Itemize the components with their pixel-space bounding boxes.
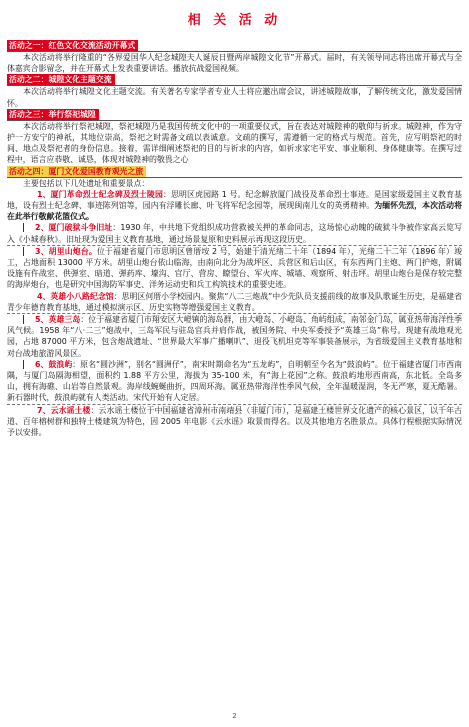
site-1-text: ：思明区虎园路 1 号。纪念解放厦门战役及革命烈士事迹。是国家级爱国主义教育基地，设有烈士纪念碑、事迹陈列馆等，园内有浮雕长廊、叶飞将军纪念园等，展现闽南儿女的英勇精神。 bbox=[7, 189, 462, 211]
site-6-text: ：原名“圆沙洲”，别名“圆洲仔”，南宋时期命名为“五龙屿”，自明朝至今名为“鼓浪屿”。位于福建省厦门市西南隅，与厦门岛隔海相望，面积约 1.88 平方公里，海拔为 35-100 米，有“海上花园”之称。鼓浪屿地形西南高，东北低。全岛多山，拥有海礁、山岩等自然景观。海岸线蜿蜒曲折，四周环海。属亚热带海洋性季风气候，全年温暖湿润，冬无严寒，夏无酷暑。新石器时代，鼓浪屿就有人类活动。宋代开始有人定居。 bbox=[7, 359, 462, 403]
site-7-name: 7、云水谣土楼 bbox=[37, 405, 91, 415]
site-2-text: ：1930 年，中共地下党组织成功营救被关押的革命同志，这场惊心动魄的破狱斗争被作家高云览写入《小城春秋》。旧址现为爱国主义教育基地，通过场景复原和史料展示再现这段历史。 bbox=[7, 223, 463, 244]
site-1 bbox=[7, 189, 462, 223]
activity-1-heading-row bbox=[7, 40, 462, 52]
page-title: 相 关 活 动 bbox=[187, 13, 282, 28]
site-7 bbox=[7, 405, 462, 439]
site-1-extra: 为缅怀先烈，本次活动将在此举行敬献花篮仪式。 bbox=[7, 201, 462, 222]
site-4 bbox=[7, 291, 462, 314]
activity-2-heading-row bbox=[7, 74, 462, 86]
margin-bar bbox=[23, 223, 24, 232]
site-6 bbox=[7, 359, 462, 405]
activity-2-heading: 活动之二：城隍文化主题交流 bbox=[7, 74, 115, 85]
site-4-name: 4、英雄小八路纪念馆 bbox=[37, 291, 114, 301]
site-2-name: 2、厦门破狱斗争旧址 bbox=[35, 223, 113, 233]
margin-bar bbox=[23, 247, 24, 256]
activity-3-heading-row bbox=[7, 109, 462, 121]
site-3-text: 位于福建省厦门市思明区曾厝垵 2 号，始建于清光绪二十年（1894 年），光绪二十二年（1896 年）竣工，占地面积 13000 平方米。胡里山炮台依山临海，由南向北分为战坪区、兵营区和后山区，有东西两门主炮、两门护炮，附属设施有仵战室、供弹室、暗道、弹药库、壕沟、官厅、营房、瞭望台、军火库、城墙、观察所、射击坪。胡里山炮台是保存较完整的海岸炮台，也是研究中国海防军事史、洋务运动史和兵工构筑技术的重要史迹。 bbox=[7, 246, 462, 290]
activity-3-body: 本次活动将举行祭祀城隍，祭祀城隍乃是我国传统文化中的一项重要仪式，旨在表达对城隍神的敬仰与祈求。城隍神，作为守护一方安宁的神祇，其地位崇高，祭祀之时需备文疏以表诚意。文疏的撰写，需遵循一定的格式与规范。首先，应写明祭祀的时间、地点及祭祀者的身份信息。接着，需详细阐述祭祀的目的与祈求的内容，如祈求家宅平安、事业顺利、身体健康等。在撰写过程中，语言应恭敬、诚恳，体现对城隍神的敬畏之心 bbox=[7, 121, 462, 165]
margin-bar bbox=[23, 360, 24, 369]
activity-4-intro: 主要包括以下几处遗址和重要景点： bbox=[23, 178, 150, 188]
activity-4-heading-row bbox=[7, 166, 462, 178]
document-body bbox=[7, 40, 462, 438]
page-number: 2 bbox=[232, 712, 237, 720]
activity-4-heading: 活动之四：厦门文化爱国教育观光之旅 bbox=[7, 166, 146, 177]
site-5-name: 5、英雄三岛 bbox=[35, 315, 81, 325]
site-5-text: ：位于福建省厦门市翔安区大嶝镇的海岛群，由大嶝岛、小嶝岛、角屿组成，南邻金门岛，属亚热带海洋性季风气候。1958 年“八·二三”炮战中，三岛军民与驻岛官兵并肩作战，被国务院、中央军委授予“英雄三岛”称号。现建有战地观光园，占地 87000 平方米，包含炮战遗址、“世界最大军事广播喇叭”、退役飞机坦克等军事装备展示，为省级爱国主义教育基地和对台战地旅游风景区。 bbox=[7, 315, 462, 358]
margin-bar bbox=[23, 315, 24, 324]
activity-2-body: 本次活动将举行城隍文化主题交流。有关著名专家学者专业人士将应邀出席会议，讲述城隍故事，了解传统文化，激发爱国情怀。 bbox=[7, 87, 462, 108]
site-6-name: 6、鼓浪屿 bbox=[35, 359, 73, 369]
site-5 bbox=[7, 314, 462, 359]
activity-1-body: 本次活动将举行隆重的“各界爱国华人纪念城隍夫人诞辰日暨两岸城隍文化节”开幕式。届时，有关领导同志将出席开幕式与全体嘉宾合影留念，并在开幕式上发表重要讲话。播放抗战爱国视频。 bbox=[7, 53, 462, 74]
activity-3-heading: 活动之三：举行祭祀城隍 bbox=[7, 109, 99, 120]
site-4-text: ：思明区何厝小学校园内。聚焦“八二三炮战”中少先队员支援前线的故事及队歌诞生历史，是福建省青少年德育教育基地，通过模拟演示区、历史实物等增强爱国主义教育。 bbox=[7, 291, 462, 312]
site-2 bbox=[7, 222, 462, 245]
site-3-name: 3、胡里山炮台。 bbox=[35, 246, 97, 256]
site-3 bbox=[7, 246, 462, 291]
site-1-name: 1、厦门革命烈士纪念碑及烈士陵园 bbox=[37, 189, 163, 199]
site-7-text: ：云水谣土楼位于中国福建省漳州市南靖县（非厦门市），是福建土楼世界文化遗产的核心景区，以千年古道、百年榕树群和独特土楼建筑为特色，因 2005 年电影《云水谣》取景而得名。以及其他地方名胜景点。具体行程根据实际情况予以安排。 bbox=[7, 405, 462, 438]
activity-1-heading: 活动之一：红色文化交流活动开幕式 bbox=[7, 40, 138, 51]
